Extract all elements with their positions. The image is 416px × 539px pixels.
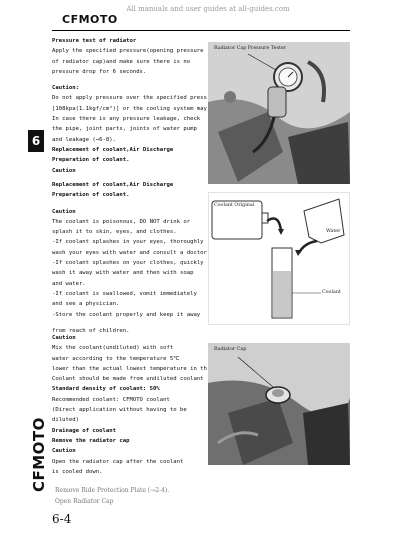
coolant-mixing-diagram xyxy=(208,192,350,325)
text-line: Mix the coolant(undiluted) with soft xyxy=(52,345,174,352)
footnote-remove-plate: Remove Ride Protection Plate (→2-4). xyxy=(55,487,170,494)
density-heading: Standard density of coolant: 50% xyxy=(52,386,160,393)
remove-cap-heading: Remove the radiator cap xyxy=(52,437,130,444)
text-line: the pipe, joint parts, joints of water pump xyxy=(52,126,197,133)
text-line: and leakage (→6-8). xyxy=(52,136,116,143)
radiator-pressure-tester-photo xyxy=(208,42,350,184)
caution-heading: Caution xyxy=(52,448,76,455)
text-line: Replacement of coolant,Air Discharge xyxy=(52,146,174,153)
header-brand: CFMOTO xyxy=(62,13,118,26)
text-line: Recommended coolant: CFMOTO coolant xyxy=(52,396,170,403)
text-line: pressure drop for 6 seconds. xyxy=(52,68,147,75)
page-number: 6-4 xyxy=(52,512,72,526)
text-line: is cooled down. xyxy=(52,468,103,475)
text-line: wash it away with water and then with soap xyxy=(52,270,194,277)
text-line: -If coolant splashes in your eyes, thoroughly xyxy=(52,239,204,246)
fig3-label: Radiator Cap xyxy=(214,347,247,352)
section-coolant-density xyxy=(52,333,208,477)
preparation-heading: Preparation of coolant. xyxy=(52,192,130,199)
vertical-brand-text: CFMOTO xyxy=(30,417,48,492)
drainage-heading: Drainage of coolant xyxy=(52,427,116,434)
text-line: splash it to skin, eyes, and clothes. xyxy=(52,229,177,236)
footnote-open-cap: Open Radiator Cap xyxy=(55,498,114,505)
caution-heading: Caution: xyxy=(52,85,79,92)
text-line: water according to the temperature 5℃ xyxy=(52,355,180,362)
caution-heading: Caution xyxy=(52,208,76,215)
text-line: Open the radiator cap after the coolant xyxy=(52,458,184,465)
chapter-tab: 6 xyxy=(28,130,44,152)
section-pressure-test xyxy=(52,36,208,176)
fig2-label-water: Water xyxy=(326,229,341,234)
text-line: In case there is any pressure leakage, check xyxy=(52,116,201,123)
fig2-label-coolant: Coolant xyxy=(322,290,341,295)
section-coolant-replacement xyxy=(52,180,208,336)
text-line: Apply the specified pressure(opening pressure xyxy=(52,48,204,55)
text-line: and water. xyxy=(52,280,86,287)
text-line: -If coolant is swallowed, vomit immediately xyxy=(52,290,197,297)
text-line: diluted) xyxy=(52,417,79,424)
text-line: [108kpa(1.1kgf/cm²)] or the cooling system may xyxy=(52,105,207,112)
text-line: and see a physician. xyxy=(52,301,120,308)
text-line: -Store the coolant properly and keep it away xyxy=(52,311,201,318)
replacement-heading: Replacement of coolant,Air Discharge xyxy=(52,182,174,188)
radiator-cap-photo xyxy=(208,343,350,465)
fig1-label: Radiator Cap Pressure Tester xyxy=(214,46,287,51)
text-line: The coolant is poisonous, DO NOT drink or xyxy=(52,218,191,225)
text-line: wash your eyes with water and consult a doctor xyxy=(52,249,207,256)
text-line: from reach of children. xyxy=(52,327,130,334)
text-line: (Direct application without having to be xyxy=(52,407,187,414)
text-line: -If coolant splashes on your clothes, quickly xyxy=(52,260,204,267)
header-rule xyxy=(52,30,350,31)
text-line: of radiator cap)and make sure there is no xyxy=(52,58,191,65)
text-line: Do not apply pressure over the specified press xyxy=(52,95,207,102)
vertical-brand-logo xyxy=(30,412,48,492)
watermark: All manuals and user guides at all-guides.com xyxy=(126,5,290,13)
text-line: Preparation of coolant. xyxy=(52,157,130,164)
fig2-label-original: Coolant Original xyxy=(214,203,255,208)
pressure-test-heading: Pressure test of radiator xyxy=(52,38,137,44)
caution-heading: Caution xyxy=(52,335,76,341)
text-line: Caution xyxy=(52,167,76,174)
text-line: lower than the actual lowest temperature in th xyxy=(52,365,207,372)
text-line: Coolant should be made from undiluted coolant xyxy=(52,376,204,383)
